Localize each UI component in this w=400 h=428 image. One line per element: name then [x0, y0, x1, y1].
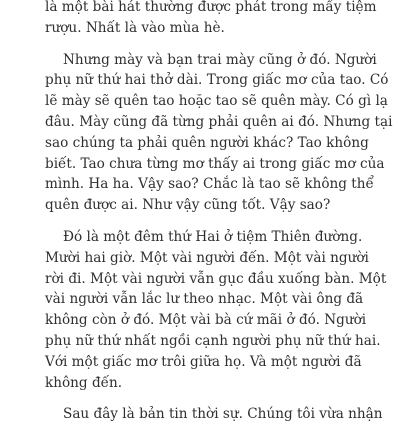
text-line: phụ nữ thứ nhất ngồi cạnh người phụ nữ thứ hai.	[45, 332, 381, 349]
text-line: Đó là một đêm thứ Hai ở tiệm Thiên đường.	[63, 228, 363, 245]
text-line: Mười hai giờ. Một vài người đến. Một vài người	[45, 249, 369, 266]
text-line: rời đi. Một vài người vẫn gục đầu xuống bàn. Một	[45, 270, 387, 287]
text-line: Sau đây là bản tin thời sự. Chúng tôi vừa nhận	[63, 406, 383, 423]
paragraph-2	[45, 50, 393, 216]
text-line: phụ nữ thứ hai thở dài. Trong giấc mơ của tao. Có	[45, 72, 389, 89]
text-line: không còn ở đó. Một vài bà cứ mãi ở đó. Người	[45, 312, 367, 329]
text-line: quên được ai. Như vậy cũng tốt. Vậy sao?	[45, 197, 331, 214]
paragraph-4	[45, 404, 383, 425]
paragraph-gap	[45, 216, 358, 227]
text-line: đâu. Mày cũng đã từng phải quên ai đó. Nhưng tại	[45, 113, 393, 130]
text-line: Nhưng mày và bạn trai mày cũng ở đó. Người	[63, 51, 377, 68]
text-line: mình. Ha ha. Vậy sao? Chắc là tao sẽ không thể	[45, 176, 374, 193]
text-line: là một bài hát thường được phát trong mấy tiệm	[45, 0, 377, 15]
paragraph-3	[45, 227, 387, 393]
text-line: rượu. Nhất là vào mùa hè.	[45, 19, 225, 36]
paragraph-1	[45, 0, 377, 39]
text-line: biết. Tao chưa từng mơ thấy ai trong giấc mơ của	[45, 155, 385, 172]
text-line: không đến.	[45, 374, 123, 391]
text-line: Với một giấc mơ trôi giữa họ. Và một người đã	[45, 353, 362, 370]
text-line: lẽ mày sẽ quên tao hoặc tao sẽ quên mày. Có gì lạ	[45, 93, 388, 110]
text-line: sao chúng ta phải quên người khác? Tao không	[45, 134, 369, 151]
text-line: vài người vẫn lắc lư theo nhạc. Một vài ông đã	[45, 291, 364, 308]
paragraph-gap	[45, 39, 358, 50]
paragraph-gap	[45, 393, 358, 404]
